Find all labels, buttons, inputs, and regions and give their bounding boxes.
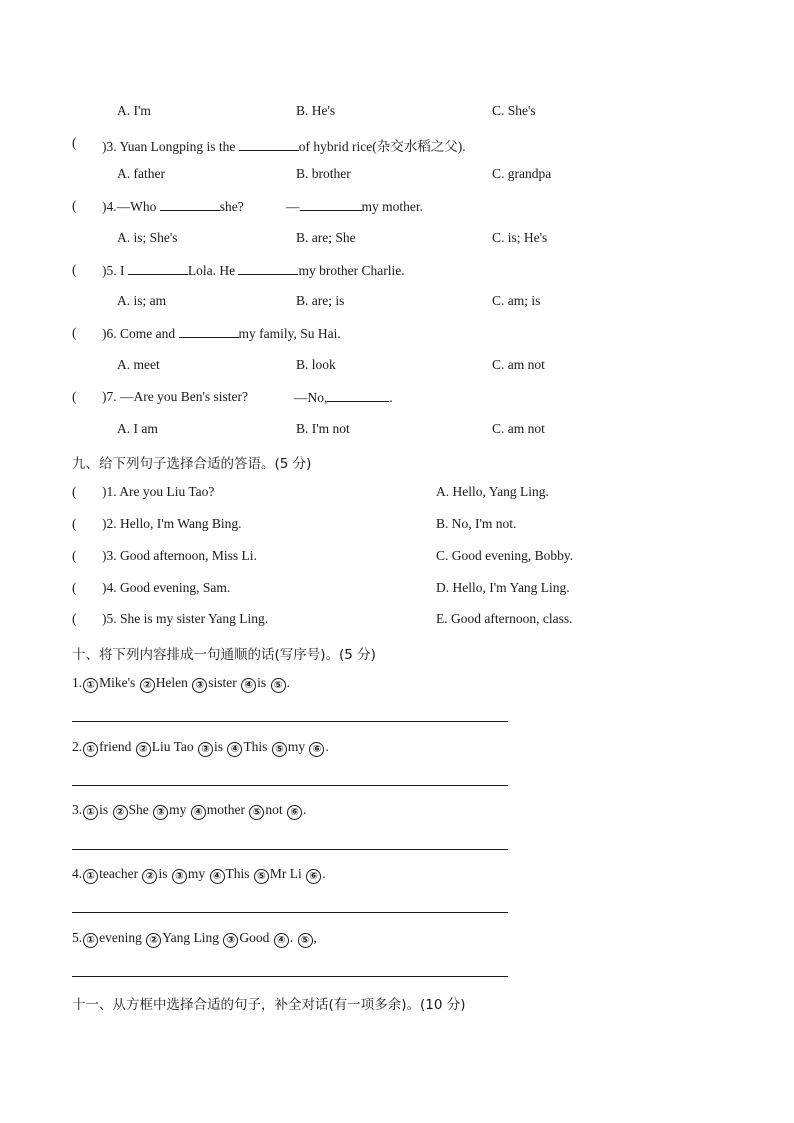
number-circle-icon: ⑥ [287,805,302,820]
reorder-item-2 [72,739,329,757]
question-text: 4. Good evening, Sam. [106,580,231,595]
word: mother [206,802,249,817]
answer-paren-open: ( [72,135,77,150]
fill-blank[interactable] [160,198,220,211]
answer-option: C. Good evening, Bobby. [436,548,574,563]
word: is [99,802,112,817]
q3-option-c: C. grandpa [492,166,552,181]
q5-option-b: B. are; is [296,293,345,308]
fill-blank[interactable] [179,325,239,338]
number-circle-icon: ② [146,933,161,948]
number-circle-icon: ⑤ [249,805,264,820]
question-text: 3. Yuan Longping is the [106,139,239,154]
answer-paren-close: ) [102,516,107,531]
dash: — [286,199,300,214]
word: . [286,675,290,690]
answer-paren-open: ( [72,548,77,563]
question-text: 6. Come and [106,326,179,341]
answer-option: B. No, I'm not. [436,516,517,531]
q7-option-b: B. I'm not [296,421,350,436]
fill-blank[interactable] [300,198,362,211]
word: . [289,930,297,945]
number-circle-icon: ② [113,805,128,820]
number-circle-icon: ④ [274,933,289,948]
word: This [243,739,271,754]
word: not [265,802,287,817]
question-text: 5. She is my sister Yang Ling. [106,611,269,626]
number-circle-icon: ① [83,933,98,948]
section-10-heading: 十、将下列内容排成一句通顺的话(写序号)。(5 分) [72,647,376,663]
answer-paren-open: ( [72,325,77,340]
word: Mr Li [269,866,306,881]
word: evening [99,930,146,945]
word: is [214,739,227,754]
number-circle-icon: ③ [198,742,213,757]
q7-option-c: C. am not [492,421,545,436]
answer-paren-open: ( [72,484,77,499]
answer-paren-open: ( [72,611,77,626]
reorder-item-3 [72,802,306,820]
item-number: 4. [72,866,83,881]
fill-blank[interactable] [239,138,299,151]
question-text: 4.—Who [106,199,160,214]
answer-line-1[interactable] [72,721,508,722]
q2-option-c: C. She's [492,103,536,118]
question-text: Lola. He [187,263,239,278]
word: Mike's [99,675,139,690]
q5-option-a: A. is; am [117,293,167,308]
fill-blank[interactable] [238,262,298,275]
number-circle-icon: ④ [210,869,225,884]
answer-paren-open: ( [72,389,77,404]
word: Helen [155,675,192,690]
answer-paren-close: ) [102,484,107,499]
word: sister [208,675,241,690]
q4-option-b: B. are; She [296,230,356,245]
question-text: 7. —Are you Ben's sister? [106,389,249,404]
item-number: 3. [72,802,83,817]
word: . [325,739,329,754]
number-circle-icon: ⑥ [309,742,324,757]
item-number: 5. [72,930,83,945]
number-circle-icon: ④ [191,805,206,820]
number-circle-icon: ① [83,869,98,884]
number-circle-icon: ⑥ [306,869,321,884]
section-9-heading: 九、给下列句子选择合适的答语。(5 分) [72,456,312,472]
answer-paren-close: ) [102,263,107,278]
q6-option-a: A. meet [117,357,160,372]
number-circle-icon: ② [142,869,157,884]
q3-option-b: B. brother [296,166,351,181]
question-text: —No, [294,390,328,405]
answer-line-5[interactable] [72,976,508,977]
q6-option-c: C. am not [492,357,545,372]
answer-option: D. Hello, I'm Yang Ling. [436,580,570,595]
answer-line-2[interactable] [72,785,508,786]
number-circle-icon: ③ [223,933,238,948]
q2-option-a: A. I'm [117,103,151,118]
item-number: 1. [72,675,83,690]
number-circle-icon: ② [136,742,151,757]
number-circle-icon: ③ [192,678,207,693]
q4-option-c: C. is; He's [492,230,548,245]
number-circle-icon: ④ [241,678,256,693]
number-circle-icon: ① [83,742,98,757]
answer-line-3[interactable] [72,849,508,850]
answer-line-4[interactable] [72,912,508,913]
q3-option-a: A. father [117,166,165,181]
question-text: my family, Su Hai. [238,326,341,341]
question-text: my mother. [361,199,423,214]
number-circle-icon: ② [140,678,155,693]
answer-paren-open: ( [72,516,77,531]
answer-paren-open: ( [72,580,77,595]
word: This [225,866,253,881]
word: is [257,675,270,690]
number-circle-icon: ⑤ [254,869,269,884]
word: my [187,866,209,881]
word: my [287,739,309,754]
q6-option-b: B. look [296,357,336,372]
question-text: 1. Are you Liu Tao? [106,484,215,499]
word: She [128,802,153,817]
q7-option-a: A. I am [117,421,158,436]
number-circle-icon: ⑤ [271,678,286,693]
answer-paren-close: ) [102,326,107,341]
word: . [303,802,307,817]
item-number: 2. [72,739,83,754]
answer-paren-close: ) [102,580,107,595]
number-circle-icon: ⑤ [298,933,313,948]
word: Yang Ling [162,930,223,945]
question-text: she? [219,199,244,214]
question-text: . [389,390,393,405]
answer-option: E. Good afternoon, class. [436,611,573,626]
number-circle-icon: ④ [227,742,242,757]
word: , [313,930,317,945]
q4-option-a: A. is; She's [117,230,178,245]
answer-paren-open: ( [72,198,77,213]
word: friend [99,739,135,754]
number-circle-icon: ③ [172,869,187,884]
reorder-item-4 [72,866,326,884]
question-text: my brother Charlie. [298,263,405,278]
word: teacher [99,866,142,881]
word: my [169,802,190,817]
question-text: 5. I [106,263,128,278]
number-circle-icon: ① [83,805,98,820]
question-text: of hybrid rice(杂交水稻之父). [298,139,466,154]
reorder-item-5 [72,930,317,948]
answer-paren-close: ) [102,548,107,563]
word: Good [239,930,273,945]
q2-option-b: B. He's [296,103,336,118]
question-text: 3. Good afternoon, Miss Li. [106,548,257,563]
question-text: 2. Hello, I'm Wang Bing. [106,516,242,531]
word: . [322,866,326,881]
number-circle-icon: ⑤ [272,742,287,757]
fill-blank[interactable] [327,389,389,402]
fill-blank[interactable] [128,262,188,275]
answer-paren-close: ) [102,139,107,154]
answer-option: A. Hello, Yang Ling. [436,484,549,499]
answer-paren-close: ) [102,199,107,214]
number-circle-icon: ① [83,678,98,693]
answer-paren-close: ) [102,611,107,626]
q5-option-c: C. am; is [492,293,541,308]
word: is [158,866,171,881]
answer-paren-close: ) [102,389,107,404]
answer-paren-open: ( [72,262,77,277]
word: Liu Tao [151,739,198,754]
number-circle-icon: ③ [153,805,168,820]
section-11-heading: 十一、从方框中选择合适的句子，补全对话(有一项多余)。(10 分) [72,997,466,1013]
reorder-item-1 [72,675,290,693]
